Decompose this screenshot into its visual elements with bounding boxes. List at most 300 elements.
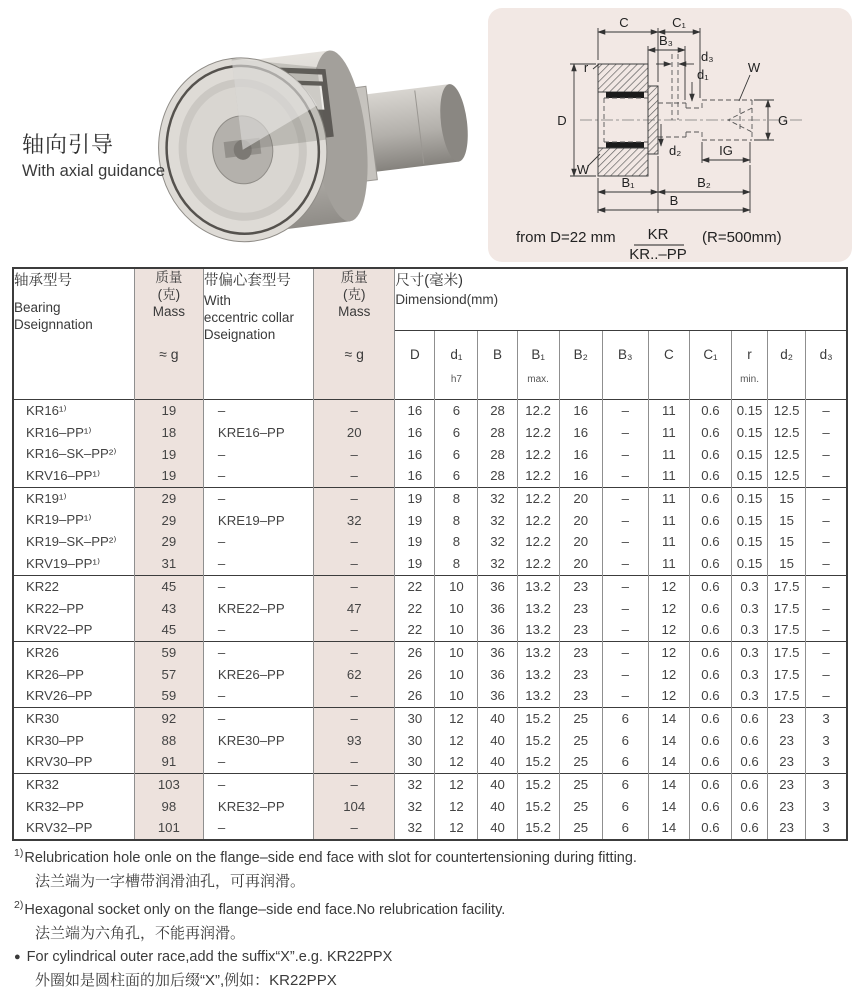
dim-value: 0.6 — [689, 465, 731, 487]
bearing-designation: KR19–SK–PP²⁾ — [13, 531, 134, 553]
dim-value: 23 — [768, 751, 806, 773]
collar-mass-value: – — [314, 400, 395, 422]
collar-designation: – — [203, 465, 313, 487]
dim-value: 0.6 — [689, 487, 731, 509]
dim-value: – — [602, 443, 648, 465]
collar-designation: – — [203, 553, 313, 575]
dim-value: 17.5 — [768, 685, 806, 707]
dim-value: 0.6 — [689, 443, 731, 465]
section-intro — [22, 128, 165, 181]
dim-value: 10 — [435, 597, 478, 619]
table-row — [13, 751, 847, 773]
dim-value: 12.2 — [517, 487, 559, 509]
table-row — [13, 400, 847, 422]
bearing-designation: KRV16–PP¹⁾ — [13, 465, 134, 487]
dim-value: 12.2 — [517, 443, 559, 465]
dim-value: 6 — [435, 400, 478, 422]
footnote-2-marker: 2) — [14, 898, 24, 911]
bearing-designation: KRV30–PP — [13, 751, 134, 773]
collar-mass-value: – — [314, 641, 395, 663]
dim-value: 0.6 — [689, 795, 731, 817]
dim-value: 3 — [806, 729, 847, 751]
dim-value: 0.6 — [689, 707, 731, 729]
dim-value: – — [806, 619, 847, 641]
dim-value: 6 — [602, 707, 648, 729]
dim-value: 14 — [648, 751, 689, 773]
dim-value: 0.3 — [732, 641, 768, 663]
dim-value: 15 — [768, 553, 806, 575]
header-mass-en: Mass — [152, 304, 185, 319]
dim-column-header-2: d₁ h7 — [435, 331, 478, 400]
dim-value: 17.5 — [768, 663, 806, 685]
header-eccentric-collar — [203, 268, 313, 400]
dim-value: – — [602, 619, 648, 641]
header-dimensions — [395, 268, 847, 331]
dim-value: 25 — [559, 751, 602, 773]
dim-value: 23 — [768, 817, 806, 840]
dim-value: 0.6 — [689, 553, 731, 575]
dim-value: 40 — [478, 729, 517, 751]
dim-value: 0.15 — [732, 531, 768, 553]
dim-value: 32 — [395, 817, 435, 840]
dim-value: 6 — [602, 751, 648, 773]
dim-value: 23 — [768, 729, 806, 751]
mass-value: 103 — [134, 773, 203, 795]
dim-value: 0.6 — [732, 751, 768, 773]
dim-value: 11 — [648, 465, 689, 487]
header-collar-en3: Dseignation — [203, 327, 276, 342]
dim-value: 16 — [559, 422, 602, 444]
dim-value: 0.6 — [689, 773, 731, 795]
caption-series-top: KR — [647, 226, 669, 243]
dim-value: 10 — [435, 685, 478, 707]
collar-mass-value: 47 — [314, 597, 395, 619]
dim-value: – — [602, 509, 648, 531]
dim-value: 32 — [478, 487, 517, 509]
dim-value: 25 — [559, 795, 602, 817]
dim-value: 12.2 — [517, 422, 559, 444]
dim-value: 16 — [559, 465, 602, 487]
dim-value: 16 — [559, 443, 602, 465]
dim-value: 13.2 — [517, 619, 559, 641]
dim-value: 6 — [602, 795, 648, 817]
dim-value: 13.2 — [517, 575, 559, 597]
collar-mass-value: 32 — [314, 509, 395, 531]
dim-value: 28 — [478, 400, 517, 422]
mass-value: 59 — [134, 685, 203, 707]
dim-value: 0.6 — [689, 685, 731, 707]
collar-mass-value: – — [314, 685, 395, 707]
mass-value: 92 — [134, 707, 203, 729]
dim-value: 16 — [395, 465, 435, 487]
bearing-designation: KR26–PP — [13, 663, 134, 685]
dim-value: 28 — [478, 443, 517, 465]
dim-value: 8 — [435, 487, 478, 509]
dim-value: 11 — [648, 422, 689, 444]
dim-value: 12 — [435, 729, 478, 751]
mass-value: 19 — [134, 465, 203, 487]
collar-designation: – — [203, 751, 313, 773]
table-row — [13, 443, 847, 465]
table-row — [13, 597, 847, 619]
dim-value: 25 — [559, 707, 602, 729]
dim-value: 20 — [559, 531, 602, 553]
dim-value: 36 — [478, 685, 517, 707]
bearing-cutaway-photo — [120, 16, 470, 256]
table-row — [13, 685, 847, 707]
dim-label-G: G — [778, 113, 789, 128]
footnote-2-en — [14, 894, 846, 922]
table-row — [13, 509, 847, 531]
dim-value: 16 — [395, 443, 435, 465]
caption-radius: (R=500mm) — [702, 229, 782, 246]
dim-value: 0.15 — [732, 465, 768, 487]
collar-designation: – — [203, 619, 313, 641]
table-row — [13, 553, 847, 575]
dim-label-r: r — [583, 60, 589, 75]
dim-value: 12 — [648, 685, 689, 707]
bearing-designation: KR22–PP — [13, 597, 134, 619]
header-mass-approx: ≈ g — [159, 346, 179, 362]
header-collar-en1: With — [203, 293, 231, 308]
dim-value: 40 — [478, 795, 517, 817]
bearing-designation: KR30 — [13, 707, 134, 729]
dim-value: 0.15 — [732, 509, 768, 531]
intro-title-zh: 轴向引导 — [22, 132, 115, 157]
dim-value: 36 — [478, 619, 517, 641]
dim-value: 12.5 — [768, 465, 806, 487]
dim-value: 16 — [559, 400, 602, 422]
bearing-designation: KRV26–PP — [13, 685, 134, 707]
footnote-1-zh: 法兰端为一字槽带润滑油孔，可再润滑。 — [35, 872, 306, 890]
dim-value: – — [602, 531, 648, 553]
dim-label-d3: d₃ — [701, 49, 714, 64]
dim-value: 25 — [559, 773, 602, 795]
collar-designation: KRE26–PP — [203, 663, 313, 685]
mass-value: 31 — [134, 553, 203, 575]
dim-value: 12 — [648, 663, 689, 685]
table-row — [13, 817, 847, 840]
dim-value: 0.3 — [732, 663, 768, 685]
header-bearing-en1: Bearing — [14, 300, 61, 315]
dim-value: 32 — [395, 773, 435, 795]
table-row — [13, 422, 847, 444]
dim-label-W-bottom: W — [576, 162, 590, 177]
dim-value: 0.6 — [689, 619, 731, 641]
mass-value: 29 — [134, 509, 203, 531]
bearing-designation: KRV32–PP — [13, 817, 134, 840]
dimension-diagram — [488, 8, 852, 262]
dim-value: 0.6 — [689, 575, 731, 597]
dim-value: – — [806, 531, 847, 553]
dim-value: 10 — [435, 641, 478, 663]
dim-value: 30 — [395, 751, 435, 773]
footnotes — [14, 842, 846, 993]
bearing-designation: KR22 — [13, 575, 134, 597]
dim-value: 6 — [602, 773, 648, 795]
header-mass-unit: (克) — [157, 287, 181, 302]
dim-value: 20 — [559, 509, 602, 531]
collar-mass-value: – — [314, 487, 395, 509]
dim-value: 23 — [559, 663, 602, 685]
mass-value: 88 — [134, 729, 203, 751]
dim-value: 15 — [768, 509, 806, 531]
collar-mass-value: 20 — [314, 422, 395, 444]
dim-value: 13.2 — [517, 663, 559, 685]
header-collar-zh: 带偏心套型号 — [203, 273, 291, 289]
mass-value: 59 — [134, 641, 203, 663]
dim-value: 3 — [806, 707, 847, 729]
collar-designation: KRE30–PP — [203, 729, 313, 751]
dim-value: 12 — [435, 795, 478, 817]
dim-value: 23 — [768, 795, 806, 817]
dim-value: 0.3 — [732, 685, 768, 707]
footnote-1-en — [14, 842, 846, 870]
dim-value: 22 — [395, 597, 435, 619]
dim-value: – — [602, 597, 648, 619]
bearing-designation: KRV22–PP — [13, 619, 134, 641]
dim-column-header-7: C — [648, 331, 689, 400]
dim-value: – — [602, 400, 648, 422]
dim-value: 15.2 — [517, 751, 559, 773]
dim-value: 0.3 — [732, 575, 768, 597]
dim-value: 28 — [478, 422, 517, 444]
dim-value: 12 — [435, 773, 478, 795]
dim-value: 3 — [806, 773, 847, 795]
dim-value: 0.6 — [732, 707, 768, 729]
caption-from: from D=22 mm — [516, 229, 616, 246]
dim-value: – — [602, 422, 648, 444]
table-body — [13, 400, 847, 840]
collar-designation: – — [203, 531, 313, 553]
collar-mass-value: – — [314, 465, 395, 487]
dim-value: 0.15 — [732, 553, 768, 575]
collar-designation: – — [203, 773, 313, 795]
dim-value: 11 — [648, 531, 689, 553]
dim-label-B3: B₃ — [659, 33, 673, 48]
dim-value: 14 — [648, 817, 689, 840]
dim-column-header-9: r min. — [732, 331, 768, 400]
bearing-designation: KRV19–PP¹⁾ — [13, 553, 134, 575]
header-bearing-designation — [13, 268, 134, 400]
dim-value: – — [806, 465, 847, 487]
dim-value: – — [602, 487, 648, 509]
dim-value: 17.5 — [768, 575, 806, 597]
dim-value: 12 — [648, 641, 689, 663]
dim-value: 0.6 — [689, 817, 731, 840]
collar-designation: – — [203, 707, 313, 729]
collar-mass-value: – — [314, 817, 395, 840]
bearing-designation: KR16¹⁾ — [13, 400, 134, 422]
dim-value: 0.3 — [732, 619, 768, 641]
mass-value: 57 — [134, 663, 203, 685]
collar-designation: – — [203, 817, 313, 840]
footnote-3-bullet: ● — [14, 950, 21, 963]
dim-value: 6 — [602, 817, 648, 840]
dim-value: 12.2 — [517, 531, 559, 553]
dim-value: 15 — [768, 487, 806, 509]
dim-value: – — [806, 663, 847, 685]
dim-value: 25 — [559, 729, 602, 751]
header-dims-en: Dimensiond(mm) — [395, 292, 499, 307]
dim-value: 23 — [559, 685, 602, 707]
dim-value: – — [806, 443, 847, 465]
dim-value: 8 — [435, 531, 478, 553]
dim-value: 6 — [435, 443, 478, 465]
dim-value: – — [806, 685, 847, 707]
dim-value: 14 — [648, 707, 689, 729]
collar-designation: – — [203, 400, 313, 422]
header-collar-en2: eccentric collar — [203, 310, 294, 325]
dim-value: 12.2 — [517, 553, 559, 575]
dim-value: 0.6 — [689, 663, 731, 685]
dim-value: 0.6 — [689, 531, 731, 553]
collar-designation: – — [203, 685, 313, 707]
mass-value: 29 — [134, 531, 203, 553]
header-bearing-en2: Dseignnation — [14, 317, 93, 332]
dim-value: 8 — [435, 509, 478, 531]
header-mass-zh: 质量 — [155, 270, 183, 285]
dim-label-W-top: W — [747, 60, 761, 75]
dimension-diagram-panel — [488, 8, 852, 262]
dim-value: 0.6 — [689, 597, 731, 619]
table-row — [13, 663, 847, 685]
dim-value: 19 — [395, 509, 435, 531]
caption-series-bottom: KR..–PP — [629, 246, 687, 262]
header-collar-mass-en: Mass — [338, 304, 371, 319]
mass-value: 18 — [134, 422, 203, 444]
collar-mass-value: – — [314, 553, 395, 575]
dim-value: 10 — [435, 663, 478, 685]
dim-value: 19 — [395, 553, 435, 575]
dim-column-header-6: B₃ — [602, 331, 648, 400]
dim-value: 3 — [806, 751, 847, 773]
header-collar-mass-unit: (克) — [342, 287, 366, 302]
dim-value: 12.2 — [517, 509, 559, 531]
dim-value: 30 — [395, 707, 435, 729]
diagram-labels — [557, 15, 788, 208]
collar-mass-value: – — [314, 531, 395, 553]
dim-value: 23 — [768, 773, 806, 795]
dim-value: 0.15 — [732, 422, 768, 444]
table-row — [13, 619, 847, 641]
dim-value: 23 — [559, 641, 602, 663]
collar-designation: – — [203, 575, 313, 597]
footnote-3-en — [14, 946, 846, 969]
mass-value: 98 — [134, 795, 203, 817]
dim-value: 0.15 — [732, 487, 768, 509]
dim-value: 3 — [806, 795, 847, 817]
dim-value: 0.6 — [732, 795, 768, 817]
dim-column-header-8: C₁ — [689, 331, 731, 400]
dim-value: 10 — [435, 575, 478, 597]
dim-value: 13.2 — [517, 685, 559, 707]
dim-value: 12 — [648, 597, 689, 619]
collar-designation: KRE16–PP — [203, 422, 313, 444]
dim-value: 16 — [395, 422, 435, 444]
dim-label-B1: B₁ — [621, 175, 635, 190]
dim-value: 36 — [478, 663, 517, 685]
dim-label-B2: B₂ — [697, 175, 711, 190]
dim-value: 3 — [806, 817, 847, 840]
dim-value: 12.2 — [517, 465, 559, 487]
dim-value: 26 — [395, 685, 435, 707]
dim-value: 12 — [435, 817, 478, 840]
dim-value: 14 — [648, 795, 689, 817]
bearing-designation: KR30–PP — [13, 729, 134, 751]
collar-designation: KRE22–PP — [203, 597, 313, 619]
dim-value: 0.6 — [689, 509, 731, 531]
dim-column-header-1: D — [395, 331, 435, 400]
footnote-2-zh: 法兰端为六角孔，不能再润滑。 — [35, 924, 246, 942]
dim-value: 0.6 — [689, 422, 731, 444]
dim-column-header-3: B — [478, 331, 517, 400]
collar-mass-value: – — [314, 773, 395, 795]
footnote-1-text: Relubrication hole onle on the flange–side end face with slot for countertensioning during fitting. — [24, 849, 637, 866]
dim-value: 13.2 — [517, 597, 559, 619]
dim-value: 40 — [478, 773, 517, 795]
dim-value: 15.2 — [517, 773, 559, 795]
dim-value: 12.5 — [768, 443, 806, 465]
dim-value: 15.2 — [517, 817, 559, 840]
mass-value: 43 — [134, 597, 203, 619]
dim-value: 0.6 — [689, 400, 731, 422]
dim-value: – — [602, 575, 648, 597]
dim-value: 36 — [478, 641, 517, 663]
dim-value: – — [806, 509, 847, 531]
dim-value: 26 — [395, 641, 435, 663]
mass-value: 91 — [134, 751, 203, 773]
dim-value: 28 — [478, 465, 517, 487]
dim-value: 6 — [435, 422, 478, 444]
dim-value: – — [806, 422, 847, 444]
bearing-dimension-table — [12, 267, 848, 841]
header-mass — [134, 268, 203, 400]
dim-value: 11 — [648, 443, 689, 465]
dim-column-header-11: d₃ — [806, 331, 847, 400]
dim-value: 6 — [435, 465, 478, 487]
dim-column-header-5: B₂ — [559, 331, 602, 400]
mass-value: 45 — [134, 575, 203, 597]
dim-value: 0.15 — [732, 443, 768, 465]
dim-value: – — [806, 597, 847, 619]
collar-designation: – — [203, 443, 313, 465]
dim-value: 11 — [648, 553, 689, 575]
dim-value: 15.2 — [517, 795, 559, 817]
dim-value: – — [602, 641, 648, 663]
bearing-designation: KR19¹⁾ — [13, 487, 134, 509]
dim-value: – — [806, 575, 847, 597]
table-row — [13, 707, 847, 729]
dim-value: 32 — [395, 795, 435, 817]
dim-label-d2: d₂ — [669, 143, 682, 158]
dim-value: – — [602, 465, 648, 487]
dim-value: 15 — [768, 531, 806, 553]
dim-value: 23 — [559, 575, 602, 597]
dim-value: 36 — [478, 597, 517, 619]
dim-value: – — [602, 553, 648, 575]
dim-value: 20 — [559, 487, 602, 509]
dim-label-d1: d₁ — [697, 67, 709, 82]
dim-value: 0.6 — [689, 641, 731, 663]
dim-value: 25 — [559, 817, 602, 840]
dim-value: 12.5 — [768, 422, 806, 444]
bearing-designation: KR32 — [13, 773, 134, 795]
dim-label-IG: IG — [719, 143, 733, 158]
collar-mass-value: – — [314, 751, 395, 773]
bearing-designation: KR16–SK–PP²⁾ — [13, 443, 134, 465]
dim-value: 11 — [648, 487, 689, 509]
